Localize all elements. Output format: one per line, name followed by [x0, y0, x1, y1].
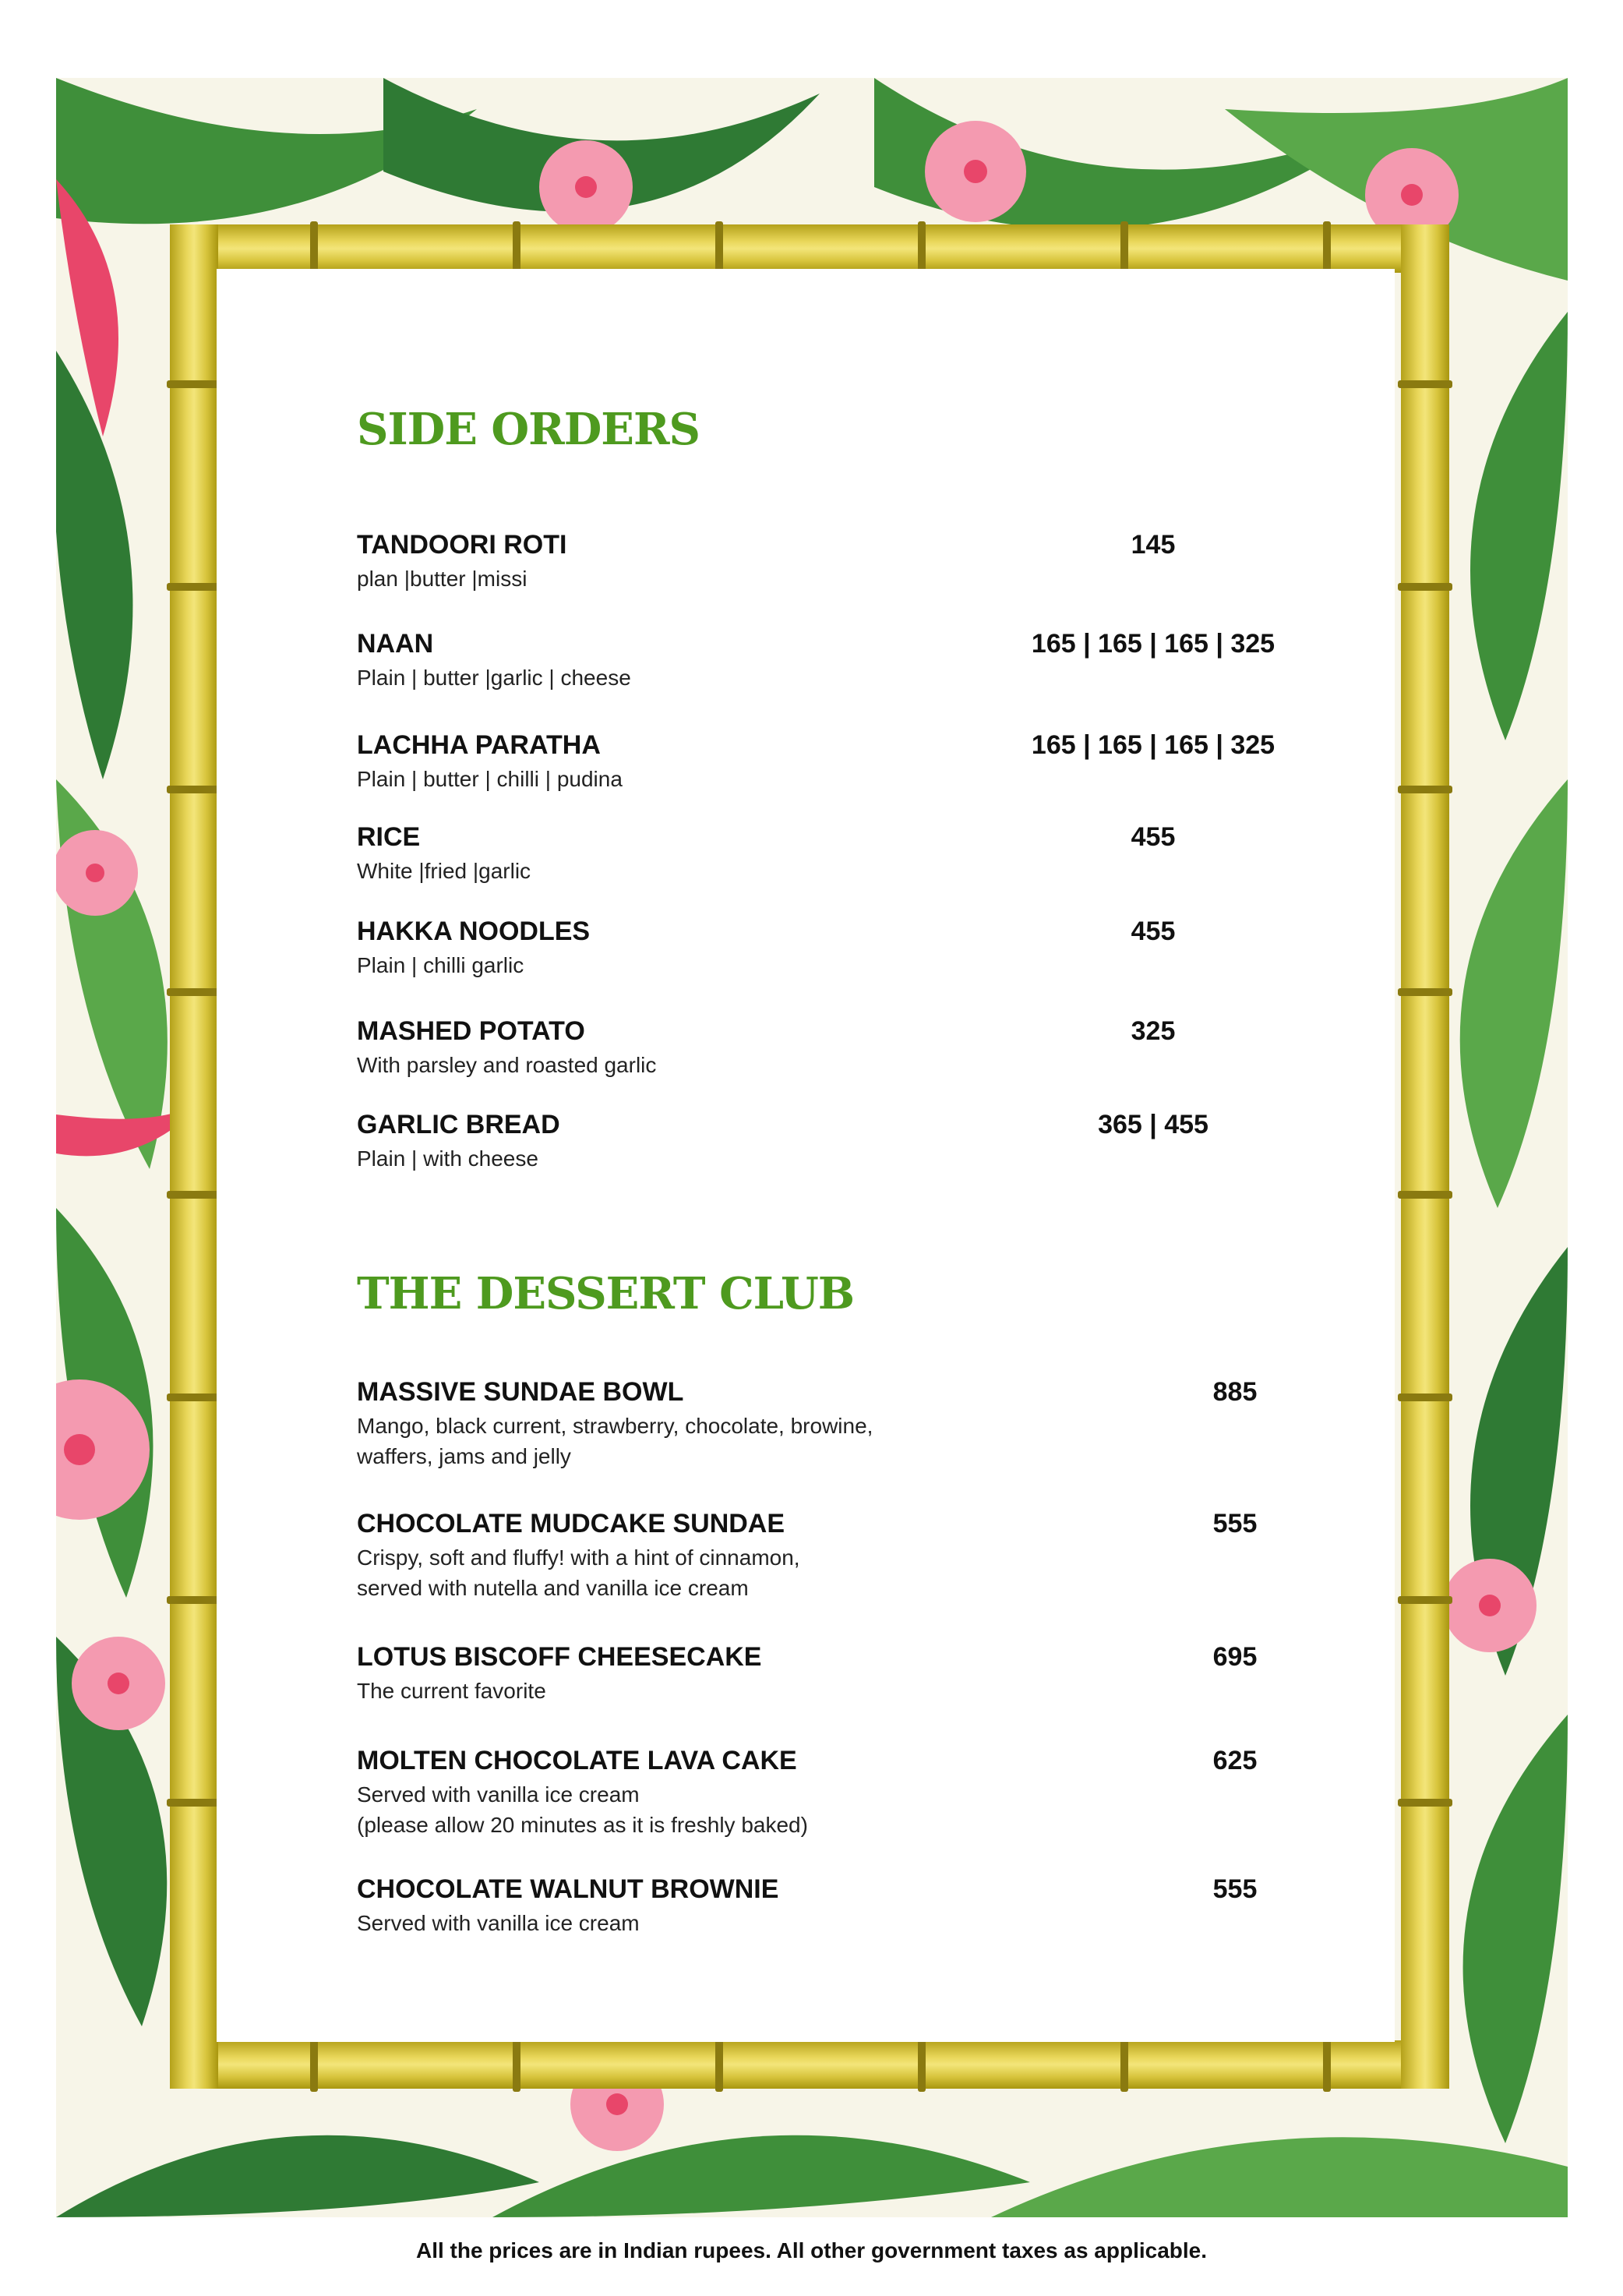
menu-item-desc: Mango, black current, strawberry, chocolate, browine,: [357, 1414, 873, 1438]
menu-item-desc: Plain | with cheese: [357, 1146, 538, 1171]
menu-item-name: MASSIVE SUNDAE BOWL: [357, 1377, 684, 1407]
menu-item-name: MASHED POTATO: [357, 1016, 585, 1046]
menu-item-desc: Plain | butter |garlic | cheese: [357, 666, 631, 690]
menu-item-name: TANDOORI ROTI: [357, 530, 567, 560]
menu-item-name: NAAN: [357, 629, 434, 659]
menu-item-price: 555: [1212, 1509, 1258, 1538]
menu-item-name: GARLIC BREAD: [357, 1110, 560, 1139]
menu-item-name: LACHHA PARATHA: [357, 730, 601, 760]
menu-item-price: 455: [1131, 822, 1176, 852]
bamboo-frame-right: [1401, 224, 1449, 2089]
menu-item-name: CHOCOLATE WALNUT BROWNIE: [357, 1874, 779, 1904]
bamboo-frame-left: [170, 224, 218, 2089]
menu-item-desc: White |fried |garlic: [357, 859, 531, 883]
menu-item-desc: Served with vanilla ice cream: [357, 1911, 640, 1935]
menu-item-name: RICE: [357, 822, 421, 852]
menu-item-desc: served with nutella and vanilla ice cream: [357, 1576, 749, 1600]
menu-item-price: 145: [1131, 530, 1176, 560]
bamboo-frame-top: [170, 224, 1449, 273]
menu-item-price: 555: [1212, 1874, 1258, 1904]
menu-item-desc: Plain | chilli garlic: [357, 953, 524, 977]
menu-item-desc: (please allow 20 minutes as it is freshly baked): [357, 1813, 808, 1837]
menu-item-price: 625: [1212, 1746, 1258, 1775]
menu-item-price: 455: [1131, 917, 1176, 946]
menu-item-desc: Served with vanilla ice cream: [357, 1782, 640, 1807]
menu-item-desc: Plain | butter | chilli | pudina: [357, 767, 623, 791]
footer-note: All the prices are in Indian rupees. All other government taxes as applicable.: [415, 2238, 1208, 2262]
menu-item-name: CHOCOLATE MUDCAKE SUNDAE: [357, 1509, 785, 1538]
menu-item-price: 165 | 165 | 165 | 325: [1031, 629, 1275, 659]
section-title-side-orders: SIDE ORDERS: [357, 404, 700, 455]
menu-item-name: HAKKA NOODLES: [357, 917, 591, 946]
bamboo-frame-bottom: [170, 2040, 1449, 2089]
menu-item-desc: The current favorite: [357, 1679, 546, 1703]
menu-item-price: 695: [1212, 1642, 1258, 1672]
menu-item-desc: plan |butter |missi: [357, 567, 527, 591]
menu-item-name: MOLTEN CHOCOLATE LAVA CAKE: [357, 1746, 797, 1775]
menu-item-name: LOTUS BISCOFF CHEESECAKE: [357, 1642, 762, 1672]
menu-item-price: 885: [1212, 1377, 1258, 1407]
section-title-dessert-club: THE DESSERT CLUB: [357, 1268, 855, 1319]
menu-item-price: 365 | 455: [1098, 1110, 1208, 1139]
menu-item-desc: With parsley and roasted garlic: [357, 1053, 657, 1077]
menu-item-desc: waffers, jams and jelly: [357, 1444, 571, 1468]
menu-item-desc: Crispy, soft and fluffy! with a hint of cinnamon,: [357, 1545, 800, 1570]
menu-item-price: 325: [1131, 1016, 1176, 1046]
menu-item-price: 165 | 165 | 165 | 325: [1031, 730, 1275, 760]
